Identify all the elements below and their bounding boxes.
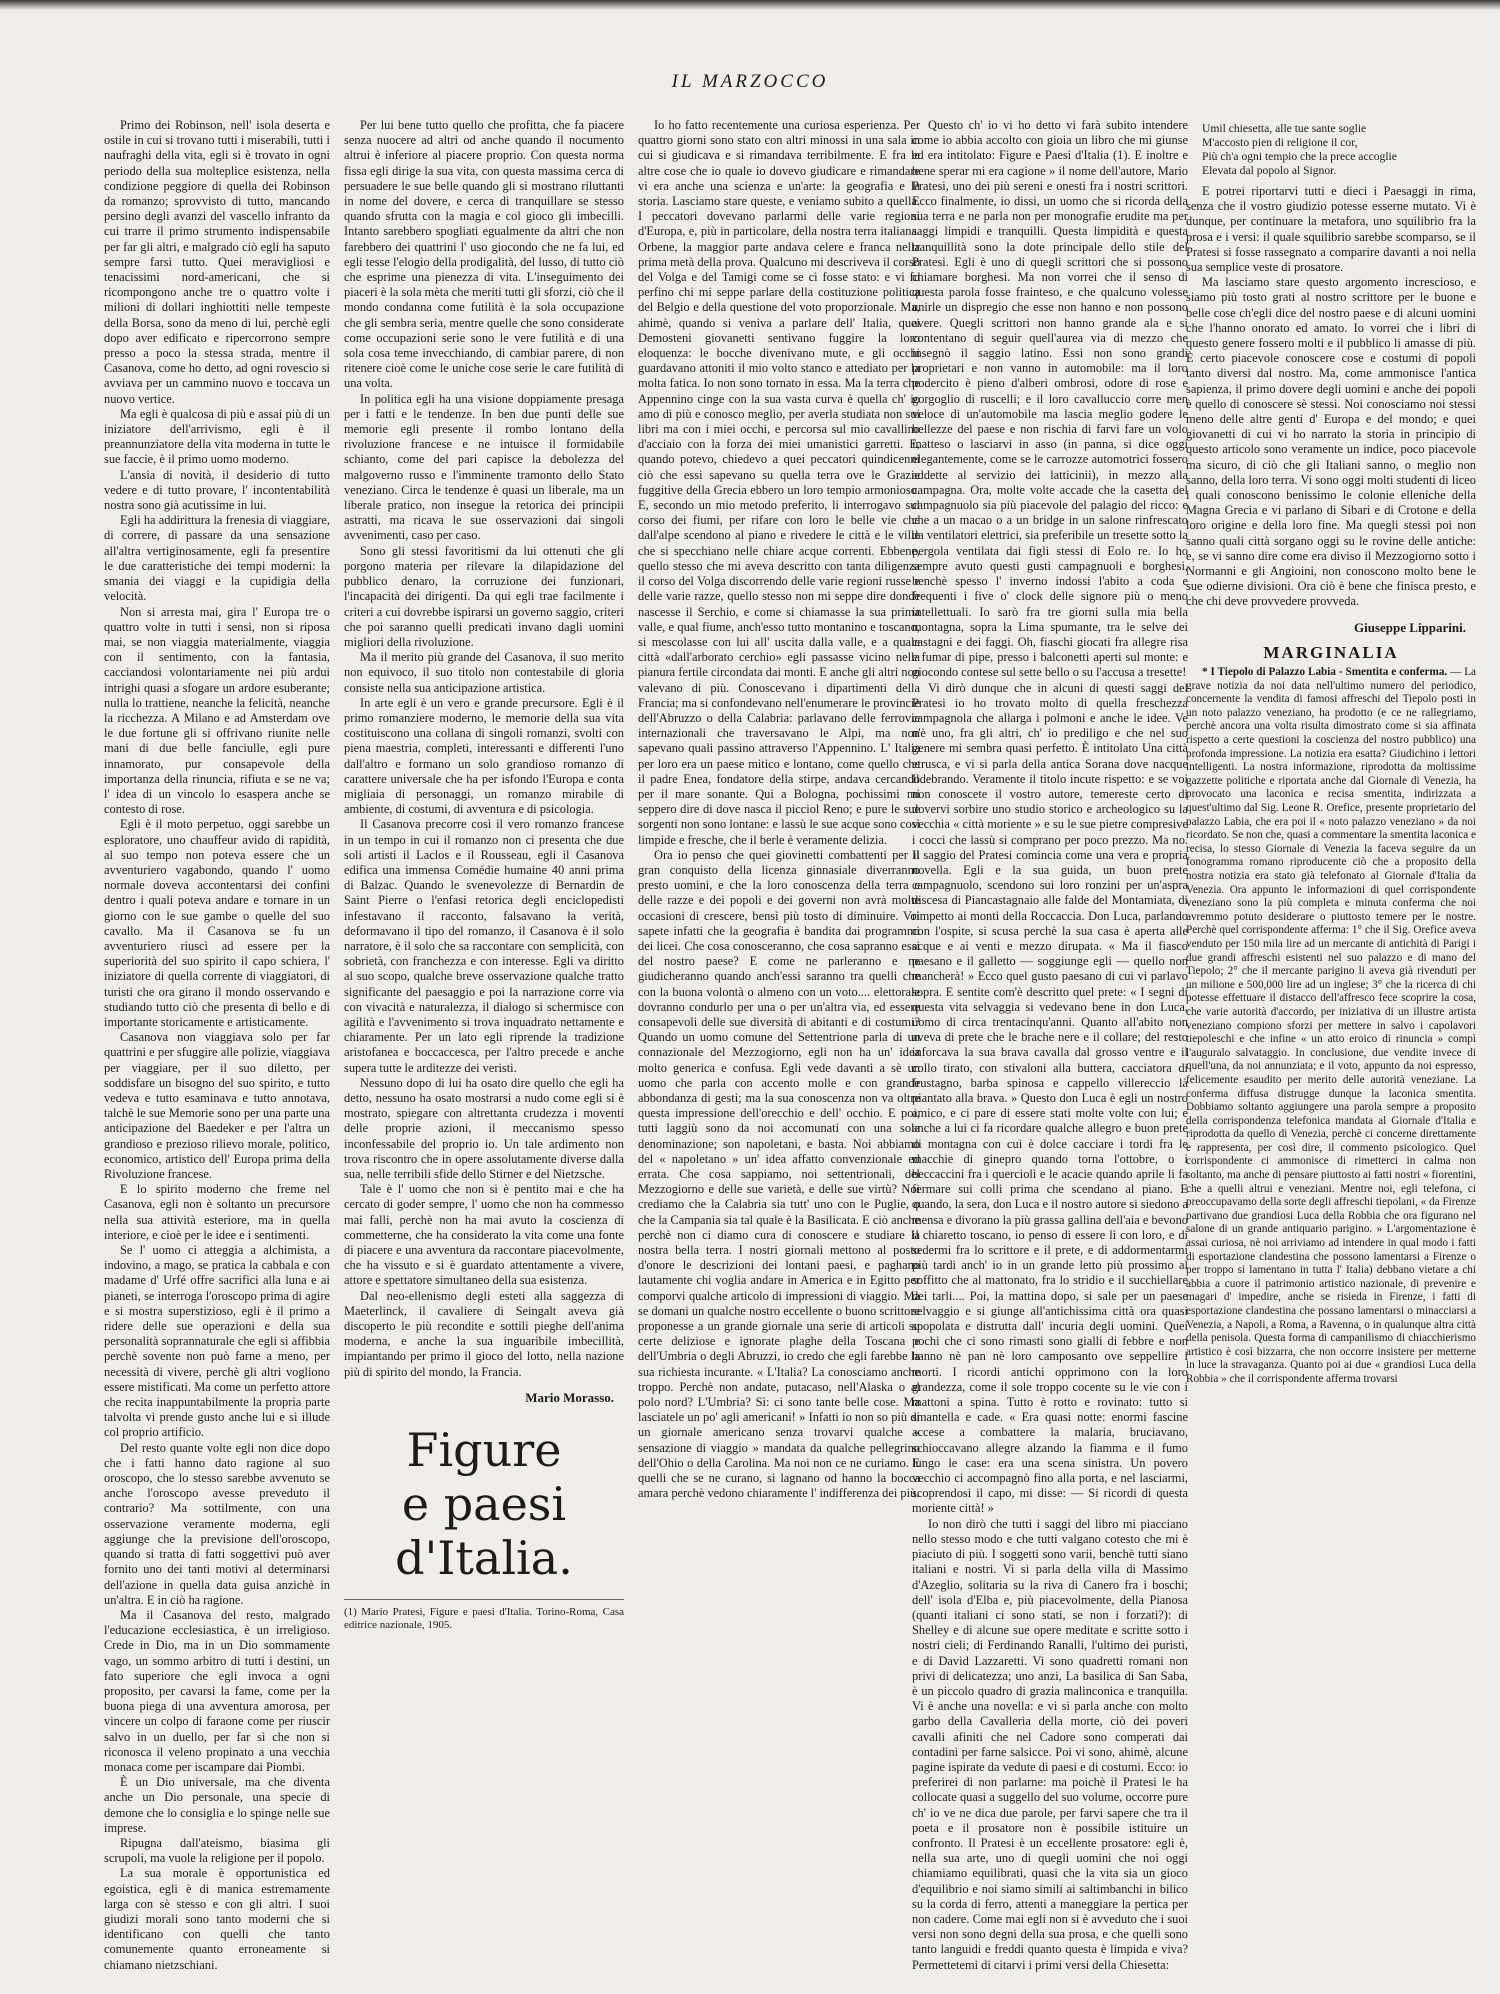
column-1: [104, 118, 330, 1978]
article2-paragraph: Io ho fatto recentemente una curiosa esperienza. Per quattro giorni sono stato con altri minossi in una sala in cui si giudicava e si rimandava terribilmente. E fra le altre cose che io quale io dovevo giudicare e rimandare vi era anche una scienza e un'arte: la geografia e la storia. Lasciamo stare queste, e veniamo subito a quella. I peccatori dovevano parlarmi delle varie regioni d'Europa, e, più in particolare, della nostra terra italiana. Orbene, la maggior parte andava celere e franca nella prima metà della prova. Qualcuno mi descriveva il corso del Volga e del Tamigi come se ci fosse stato: e vi fu perfino chi mi seppe parlare della costituzione politica del Belgio e della questione del voto proporzionale. Ma, ahimè, quando si veniva a parlare dell' Italia, quei Demosteni giovanetti sentivano fuggire la loro eloquenza: le bocche divenivano mute, e gli occhi guardavano attoniti il mio volto stanco e attediato per la molta fatica. Io non sono tornato in essa. Ma la terra che Appennino cinge con la sua vasta curva è quella ch' io amo di più e conosco meglio, per averla studiata non sui libri ma con i miei occhi, e percorsa sul mio cavallino d'acciaio con la forza dei miei umanistici garretti. E, quando potevo, chiedevo a quei peccatori quindicenni ciò che essi sapevano su quella terra ove le Grazie fuggitive della Grecia ebbero un loro tempio armonioso. E, secondo un mio metodo preferito, li interrogavo sul corso dei fiumi, per rifare con loro le belle vie che dall'alpe scendono al piano e rivedere le città e le ville che si specchiano nelle chiare acque correnti. Ebbene, quello stesso che mi aveva descritto con tanta diligenza il corso del Volga discorrendo delle varie regioni russe e delle varie razze, quello stesso non mi seppe dire donde nascesse il Serchio, e come si chiamasse la sua prima valle, e qual fiume, anch'esso tutto montanino e toscano, si mescolasse con lui all' uscita dalla valle, e a quale città «dall'arborato cerchio» egli passasse vicino nella pianura fertile circondata dai monti. E anche gli altri non valevano di più. Conoscevano i dipartimenti della Francia; ma si confondevano nell'enumerare le provincie dell'Abruzzo o della Calabria: parlavano delle ferrovie internazionali che traversavano le Alpi, ma non sapevano quali passino attraverso l'Appennino. L' Italia per loro era un paese mitico e lontano, come quello che il padre Enea, fondatore della stirpe, andava cercando per il mare sonante. Qui a Bologna, pochissimi mi seppero dire di dove nasca il picciol Reno; e pure le sue sorgenti non sono lontane: e lassù le sue acque sono così limpide e fresche, che il berle è veramente delizia.: [638, 118, 920, 847]
article1-paragraph: La sua morale è opportunistica ed egoistica, egli è di manica estremamente larga con sè stesso e con gli altri. I suoi giudizi morali sono tanto moderni che si identificano con quelli che tanto comunemente quanto erroneamente si chiamano nietzschiani.: [104, 1866, 330, 1972]
article1-paragraph: Egli ha addirittura la frenesia di viaggiare, di correre, di passare da una sensazione all'altra vertiginosamente, egli fa presentire le due caratteristiche dei tempi moderni: la smania dei viaggi e la cupidigia della velocità.: [104, 513, 330, 604]
column-4: [912, 118, 1188, 1978]
article1-paragraph: Se l' uomo ci atteggia a alchimista, a indovino, a mago, se pratica la cabbala e con madame d' Urfé offre sacrifici alla luna e ai pianeti, se interroga l'oroscopo prima di agire e si mostra superstizioso, egli è il primo a ridere delle sue operazioni e della sua personalità soprannaturale che egli si affibbia perchè sovente non può farne a meno, per necessità di vivere, perchè gli altri vogliono essere mistificati. Ma come un perfetto attore che recita inappuntabilmente la propria parte talvolta vi prende gusto anche lui e si illude col proprio artificio.: [104, 1243, 330, 1440]
article1-paragraph: Ripugna dall'ateismo, biasima gli scrupoli, ma vuole la religione per il popolo.: [104, 1835, 330, 1866]
article1-paragraph: E lo spirito moderno che freme nel Casanova, egli non è soltanto un precursore nella sua attività esteriore, ma in quella interiore, e cioè per le idee e i sentimenti.: [104, 1182, 330, 1242]
article1-paragraph: Sono gli stessi favoritismi da lui ottenuti che gli porgono materia per rilevare la dilapidazione del pubblico denaro, la corruzione dei funzionari, l'incapacità dei dirigenti. Da qui egli trae facilmente i criteri a cui dovrebbe ispirarsi un governo saggio, criteri che poi saranno quelli predicati invano dagli uomini migliori della rivoluzione.: [344, 543, 624, 649]
article1-paragraph: Dal neo-ellenismo degli esteti alla saggezza di Maeterlinck, il cavaliere di Seingalt aveva già discoperto le più recondite e sottili pieghe dell'anima moderna, e anche la sua inguaribile imbecillità, impiantando per primo il gioco del lotto, nella nazione più di spirito del mondo, la Francia.: [344, 1288, 624, 1379]
poem-line: M'accosto pien di religione il cor,: [1202, 136, 1358, 149]
poem-quote: [1202, 122, 1476, 178]
article1-paragraph: Ma il merito più grande del Casanova, il suo merito non equivoco, il suo titolo non contestabile di gloria consiste nella sua anticipazione artistica.: [344, 650, 624, 695]
column-3: [638, 118, 920, 1978]
article2-title: [344, 1423, 624, 1585]
article1-paragraph: In politica egli ha una visione doppiamente presaga per i fatti e le tendenze. In ben due punti delle sue memorie egli presente il rombo lontano della rivoluzione francese e ne intuisce il formidabile schianto, come del pari capisce la debolezza del malgoverno russo e l'imminente tramonto dello Stato veneziano. Circa le tendenze è quasi un liberale, ma un liberale pratico, non insegue la retorica dei principii astratti, ma ricava le sue osservazioni dai singoli avvenimenti, caso per caso.: [344, 391, 624, 543]
article2-paragraph: Questo ch' io vi ho detto vi farà subito intendere come io abbia accolto con gioia un libro che mi giunse ed era intitolato: Figure e Paesi d'Italia (1). E inoltre e bene sperar mi era cagione » il nome dell'autore, Mario Pratesi, uno dei più sereni e onesti fra i nostri scrittori. Ecco finalmente, io dissi, un uomo che si ricorda della sua terra e ne parla non per monografie erudite ma per saggi limpidi e tranquilli. Questa limpidità e questa tranquillità sono la dote principale dello stile del Pratesi. Egli è uno di quegli scrittori che si possono chiamare borghesi. Ma non vorrei che il senso di questa parola fosse frainteso, e che qualcuno volesse unirle un dispregio che esse non hanno e non possono avere. Quegli scrittori non hanno grande ala e si contentano di seguir quell'aurea via di mezzo che insegnò il saggio latino. Essi non sono grandi proprietari e non vanno in automobile: ma il loro podercito è pieno d'alberi ombrosi, odore di rose e gorgoglio di ruscelli; e il loro cavalluccio corre men veloce di un'automobile ma lascia meglio godere le bellezze del paese e non rischia di farvi fare un volo inatteso o lasciarvi in asso (in panna, si dice oggi elegantemente, come se le carrozze automotrici fossero addette al servizio dei latticinii), in mezzo alla campagna. Ora, molte volte accade che la casetta del campagnuolo sia più piacevole del palagio del ricco: e che a un macao o a un bridge in un salone rinfrescato da ventilatori elettrici, sia preferibile un tresette sotto la pergola ventilata dai figli stessi di Eolo re. Io ho sempre avuto questi gusti campagnuoli e borghesi, benchè spesso l' inverno indossi l'abito a coda e frequenti i five o' clock delle signore più o meno intellettuali. Io sarò fra tre giorni sulla mia bella montagna, sopra la Lima spumante, tra le selve dei castagni e dei faggi. Oh, fiaschi giocati fra allegre risa e fumar di pipe, presso i balconetti aperti sul monte: e giocondo contese sul sette bello o su l'accusa a tresette!: [912, 118, 1188, 680]
marginalia-item-title: * I Tiepolo di Palazzo Labia - Smentita e conferma.: [1202, 666, 1448, 679]
running-head: IL MARZOCCO: [671, 71, 829, 92]
article1-author: Mario Morasso.: [525, 1389, 614, 1405]
poem-line: Più ch'a ogni tempio che la prece accoglie: [1202, 150, 1397, 163]
column-5: [1186, 118, 1476, 1978]
article1-paragraph: Tale è l' uomo che non si è pentito mai e che ha cercato di goder sempre, l' uomo che non ha commesso mai falli, perchè non ha mai avuto la coscienza di commetterne, che ha considerato la vita come una fonte di piacere e una avventura da raccontare piacevolmente, che ha vissuto e si è guardato attentamente a vivere, attore e spettatore simultaneo della sua esistenza.: [344, 1182, 624, 1288]
article1-paragraph: Primo dei Robinson, nell' isola deserta e ostile in cui si trovano tutti i miserabili, tutti i naufraghi della vita, egli si è trovato in ogni periodo della sua molteplice esistenza, nella condizione peggiore di quella dei Robinson da romanzo; sprovvisto di tutto, mancando persino degli avanzi del vascello infranto da cui trarre il primo strumento indispensabile per far gli altri, e malgrado ciò egli ha saputo sempre farsi tutto. Quei meravigliosi e tenacissimi nord-americani, che si ricompongono anche tre o quattro volte i milioni di dollari inghiottiti nelle tempeste della Borsa, sono da meno di lui, perchè egli dopo aver edificato e ripercorrono sempre presso a poco la stessa strada, mentre il Casanova, come ho detto, ad ogni rovescio si avviava per un cammino nuovo e toccava un nuovo vertice.: [104, 118, 330, 406]
article1-paragraph: Nessuno dopo di lui ha osato dire quello che egli ha detto, nessuno ha osato mostrarsi a nudo come egli si è mostrato, spiegare con altrettanta crudezza i moventi delle proprie azioni, il meccanismo spesso inconfessabile del proprio io. Un tale ardimento non trova riscontro che in opere assolutamente diverse dalla sua, nelle terribili sfide dello Stirner e del Nietzsche.: [344, 1075, 624, 1182]
article1-paragraph: Il Casanova precorre così il vero romanzo francese in un tempo in cui il romanzo non ci presenta che due soli artisti il Laclos e il Rousseau, egli il Casanova edifica una immensa Comédie humaine 40 anni prima di Balzac. Quando le svenevolezze di Bernardin de Saint Pierre o l'enfasi retorica degli enciclopedisti infestavano il racconto, falsavano la verità, deformavano il tipo del romanzo, il Casanova è il solo narratore, è il solo che sa raccontare con semplicità, con sobrietà, con franchezza e con interesse. Egli va diritto al suo scopo, qualche breve osservazione qualche tratto significante del paesaggio e poi la narrazione corre via con vivacità e naturalezza, il dialogo si schermisce con agilità e l'avvenimento si trova inquadrato nettamente e chiaramente. Per un lato egli riprende la tradizione aristofanea e boccaccesca, per l'altro precede e anche supera tutte le arditezze dei veristi.: [344, 817, 624, 1075]
poem-line: Elevata dal popolo al Signor.: [1202, 164, 1337, 177]
article2-paragraph: Ma lasciamo stare questo argomento increscioso, e siamo più tosto grati al nostro scrittore per le buone e belle cose ch'egli dice del nostro paese e di alcuni uomini che l'hanno onorato ed amato. Io vorrei che i libri di questo genere fossero molti e il pubblico li amasse di più. È certo piacevole conoscere cose e costumi di popoli tanto diversi dal nostro. Ma, come ammonisce l'antica sapienza, il primo dovere degli uomini e anche dei popoli è quello di conoscere sè stessi. Noi conosciamo noi stessi meno delle altre genti d' Europa e del mondo; e quei giovanetti di cui vi ho narrato la storia in principio di questo articolo sono veramente un indice, poco piacevole ma sicuro, di ciò che gli Italiani sanno, o meglio non sanno, della loro terra. Vi sono oggi molti studenti di liceo i quali conoscono benissimo le colonie elleniche della Magna Grecia e vi parlano di Sibari e di Crotone e della loro origine e della loro fine. Ma quegli stessi poi non sanno quali città sorgano oggi su le rovine delle antiche: e, se vi sanno dire come era diviso il Mezzogiorno sotto i Normanni e gli Angioini, non conoscono molto bene le sue odierne divisioni. Ora ciò è bene che finisca presto, e che chi deve provvedere provveda.: [1186, 275, 1476, 609]
article1-paragraph: Per lui bene tutto quello che profitta, che fa piacere senza nuocere ad altri od anche quando il nocumento altrui è inferiore al piacere proprio. Con questa norma fissa egli dirige la sua vita, con questa massima cerca di persuadere le sue belle quando gli si mostrano riluttanti in nome del dovere, e cerca di tranquillare se stesso quando sfrutta con la magia e col gioco gli imbecilli. Intanto sarebbero spogliati egualmente da altri che non farebbero dei quattrini l' uso giocondo che ne fa lui, ed egli tesse l'elogio della prodigalità, del lusso, di tutto ciò che esprime una pienezza di vita. L'inseguimento dei piaceri è la sola mèta che meriti tutti gli sforzi, ciò che il mondo condanna come futilità è la sola occupazione che gli sembra seria, mentre quelle che sono considerate come occupazioni serie sono le vere futilità e di una sola cosa teme invecchiando, di cambiar parere, di non ritenere cioè come le uniche cose serie le care futilità di una volta.: [344, 118, 624, 391]
article2-title-line2: e paesi d'Italia.: [395, 1477, 573, 1586]
marginalia-paragraph: [1186, 666, 1476, 1386]
article1-paragraph: In arte egli è un vero e grande precursore. Egli è il primo romanziere moderno, le memorie della sua vita costituiscono una collana di singoli romanzi, svolti con piena maestria, completi, interessanti e differenti l'uno dall'altro e formano un solo grandioso romanzo di carattere universale che ha per isfondo l'Europa e conta migliaia di personaggi, un romanzo mirabile di ambiente, di costumi, di avventura e di psicologia.: [344, 695, 624, 817]
footnote: (1) Mario Pratesi, Figure e paesi d'Italia. Torino-Roma, Casa editrice nazionale, 1905.: [344, 1599, 624, 1632]
article1-paragraph: Casanova non viaggiava solo per far quattrini e per sfuggire alle polizie, viaggiava per viaggiare, per il suo diletto, per soddisfare un bisogno del suo spirito, e tutto vedeva e tutto esaminava e tutto annotava, talchè le sue Memorie sono per una parte una anticipazione del Baedeker e per l'altra un grandioso e prezioso rilievo morale, politico, economico, artistico dell' Europa prima della Rivoluzione francese.: [104, 1030, 330, 1182]
article1-paragraph: Ma egli è qualcosa di più e assai più di un iniziatore dell'arrivismo, egli è il preannunziatore della vita moderna in tutte le sue faccie, è il primo uomo moderno.: [104, 406, 330, 467]
article2-paragraph: Ora io penso che quei giovinetti combattenti per il gran conquisto della licenza ginnasiale diverranno presto uomini, e che la loro conoscenza della terra e delle razze e dei popoli e dei governi non avrà molte occasioni di crescere, bensì più tosto di diminuire. Voi sapete infatti che la geografia è bandita dai programmi dei licei. Che cosa conosceranno, che cosa sapranno essi del nostro paese? E come ne parleranno e ne giudicheranno quando anch'essi saranno tra quelli che con la buona volontà o almeno con un voto.... elettorale dovranno condurlo per una o per un'altra via, ed essere consapevoli delle sue diversità di abitanti e di costumi? Quando un uomo comune del Settentrione parla di un connazionale del Mezzogiorno, egli non ha un' idea molto generica e confusa. Egli vede davanti a sè un uomo che parla con accento molle e con grande abbondanza di gesti; ma la sua conoscenza non va oltre questa impressione dell'orecchio e dell' occhio. E poi, tutti laggiù sono da noi accomunati con una sola denominazione; son napoletani, e basta. Noi abbiamo del « napoletano » un' idea affatto convenzionale ed errata. Che cosa sappiamo, noi settentrionali, del Mezzogiorno e delle sue varietà, e delle sue virtù? Noi crediamo che la Calabria sia tutt' uno con le Puglie, o che la Campania sia tal quale è la Basilicata. E ciò anche perchè non ci diamo cura di conoscere e studiare la nostra bella terra. I nostri giornali mettono al posto d'onore le descrizioni dei lontani paesi, e paghano lautamente chi voglia andare in America e in Egitto per comporvi qualche articolo di impressioni di viaggio. Ma se domani un qualche nostro eccellente o buono scrittore proponesse a un grande giornale una serie di articoli su certe deliziose e ignorate plaghe della Toscana e dell'Umbria o degli Abruzzi, io credo che egli farebbe la sua richiesta incurante. « L'Italia? La conosciamo anche troppo. Perchè non andate, putacaso, nell'Alaska o al polo nord? L'Umbria? Sì: ci sono tante belle cose. Ma lasciatele un po' agli americani! » Infatti io non so più di un giornale americano senza trovarvi qualche « sensazione di viaggio » mandata da qualche pellegrino dell'Ohio o della Carolina. Ma noi non ce ne curiamo. E quelli che se ne curano, si lagnano od hanno la bocca amara perchè vedono chiaramente l' indifferenza dei più.: [638, 847, 920, 1501]
article1-paragraph: Egli è il moto perpetuo, oggi sarebbe un esploratore, uno chauffeur avido di rapidità, al suo tempo non poteva essere che un avventuriero vagabondo, quando l' uomo normale doveva accontentarsi dei confini dentro i quali poteva andare e tornare in un giorno con le sue gambe o quelle del suo cavallo. Ma il Casanova se fu un avventuriero riuscì ad essere per la superiorità del suo spirito il capo schiera, l' iniziatore di quella corrente di viaggiatori, di turisti che ora girano il mondo osservando e studiando tutto ciò che presenta di bello e di importante storicamente e artisticamente.: [104, 817, 330, 1029]
marginalia-heading: MARGINALIA: [1263, 642, 1399, 662]
article2-paragraph: Io non dirò che tutti i saggi del libro mi piacciano nello stesso modo e che tutti valgano cotesto che mi è piaciuto di più. I soggetti sono varii, benchè tutti siano italiani e nostri. Vi si parla della villa di Massimo d'Azeglio, solitaria su la riva di Canero fra i boschi; dell' isola d'Elba e, più piacevolmente, della Pianosa (quanti italiani ci sono stati, se non i forzati?): di Shelley e di alcune sue opere meditate e scritte sotto i nostri cieli; di Ferdinando Ranalli, l'ultimo dei puristi, e di David Lazzaretti. Vi sono quadretti romani non privi di delicatezza; uno anzi, La basilica di San Saba, è un piccolo quadro di grazia malinconica e tranquilla. Vi è anche una novella: e vi si parla anche con molto garbo della Cavalleria della morte, ciò dei poveri cavalli afiniti che nel Cadore sono comperati dai contadini per farne salsicce. Poi vi sono, ahimè, alcune pagine ispirate da vedute di paesi e di costumi. Ecco: io preferirei di non parlarne: ma poichè il Pratesi le ha collocate quasi a suggello del suo volume, occorre pure ch' io ve ne dica due parole, per farvi sapere che tra il poeta e il prosatore non è possibile istituire un confronto. Il Pratesi è un eccellente prosatore: egli è, nella sua arte, uno di quegli uomini che noi oggi chiamiamo equilibrati, quasi che la vita sia un gioco d'equilibrio e noi siamo simili ai saltimbanchi in bilico su la corda di ferro, attenti a maneggiare la pertica per non cadere. Come mai egli non si è avveduto che i suoi versi non sono degni della sua prosa, e che quelli sono tanto languidi e freddi quanto questa è limpida e viva? Permettetemi di citarvi i primi versi della Chiesetta:: [912, 1516, 1188, 1972]
article2-author: Giuseppe Lipparini.: [1354, 619, 1466, 635]
column-2: [344, 118, 624, 1978]
article2-paragraph: Vi dirò dunque che in alcuni di questi saggi del Pratesi io ho trovato molto di quella freschezza campagnola che allarga i polmoni e anche le idee. Ve n'è uno, fra gli altri, ch' io prediligo e che nel suo genere mi sembra quasi perfetto. È intitolato Una città etrusca, e vi si parla della antica Sorana dove nacque Ildebrando. Veramente il titolo incute rispetto: e se voi non conoscete il vostro autore, temereste certo di dovervi sorbire uno studio storico e archeologico su la vecchia « città moriente » e su le sue pietre compresive i cocci che lassù si comprano per poco prezzo. Ma no. Il saggio del Pratesi comincia come una vera e propria novella. Egli e la sua guida, un buon prete campagnuolo, scendono sui loro ronzini per un'aspra discesa di Piancastagnaio alle falde del Montamiata, di rimpetto ai monti della Roccaccia. Don Luca, parlando con l'ospite, si scusa perchè la sua casa è aperta alle acque e ai venti e mezzo dirupata. « Ma il fiasco paesano e il galletto — soggiunge egli — quello non mancherà! » Ecco quel gusto paesano di cui vi parlavo sopra. E sentite com'è descritto quel prete: « I segni di questa vita selvaggia si vedevano bene in don Luca, uomo di circa trentacinqu'anni. Quanto all'abito non aveva di prete che le brache nere e il collare; del resto inforcava la sua brava cavalla dal grosso ventre e il collo tirato, con stivaloni alla buttera, cacciatora di frustagno, barba spinosa e cappello villereccio là piantato alla brava. » Questo don Luca è egli un nostro amico, e ci pare di essere stati molte volte con lui; e anche a lui ci fa ricordare qualche allegro e buon prete di montagna con cui è dolce cacciare i tordi fra le macchie di ginepro quando torna l'ottobre, o i beccaccini fra i querciolì e le acacie quando aprile li fa fermare sui colli prima che scendano al piano. E quando, la sera, don Luca e il nostro autore si siedono a mensa e divorano la più grassa gallina dell'aia e bevono il chiaretto toscano, io penso di essere lì con loro, e di sedermi fra lo scrittore e il prete, e di addormentarmi più tardi anch' io in un grande letto più prossimo al soffitto che al mattonato, fra lo stridio e il succhiellare dei tarli.... Poi, la mattina dopo, si sale per un paese selvaggio e si giunge all'antichissima città ora quasi spopolata e distrutta dall' incuria degli uomini. Quei pochi che ci sono rimasti sono gialli di febbre e non hanno nè pan nè loro camposanto ove seppellire i morti. I ricordi antichi opprimono con la loro grandezza, come il sole troppo cocente su le vie con i mattoni a spina. Tutto è rotto e rovinato: tutto si smantella e cade. « Era quasi notte: enormi fascine accese a combattere la malaria, bruciavano, schioccavano allegre alzando la fiamma e il fumo lungo le case: era una scena sinistra. Un povero vecchio ci accompagnò fino alla porta, e nel lasciarmi, scoprendosi il capo, mi disse: — Si ricordi di questa moriente città! »: [912, 680, 1188, 1516]
poem-line: Umil chiesetta, alle tue sante soglie: [1202, 122, 1367, 135]
article1-paragraph: L'ansia di novità, il desiderio di tutto vedere e di tutto provare, l' incontentabilità nostra sono già acutissime in lui.: [104, 467, 330, 513]
marginalia-item-text: — La grave notizia da noi data nell'ultimo numero del periodico, concernente la vendita di famosi affreschi del Tiepolo posti in un noto palazzo veneziano, ha prodotto (e ce ne rallegriamo, perchè ancora una volta risulta dimostrato come si sia affinata rispetto a certe questioni la coscienza del nostro pubblico) una profonda impressione. La notizia era esatta? Giudichino i lettori intelligenti. La nostra informazione, riprodotta da moltissime gazzette politiche e riportata anche dal Giornale di Venezia, ha provocato una laconica e recisa smentita, indirizzata a quest'ultimo dal Sig. Leone R. Orefice, presente proprietario del palazzo Labia, che era poi il « noto palazzo veneziano » da noi ricordato. Se non che, quasi a commentare la smentita laconica e recisa, lo stesso Giornale di Venezia la faceva seguire da un fonogramma romano riproducente ciò che a proposito della nostra notizia era stato già telefonato al Giornale d'Italia da Venezia. Ora appunto le informazioni di quel corrispondente veneziano sono la più completa e minuta conferma che noi avremmo potuto desiderare o piuttosto temere per le nostre. Perchè quel corrispondente afferma: 1° che il Sig. Orefice aveva venduto per 150 mila lire ad un mercante di antichità di Parigi i due grandi affreschi esistenti nel suo palazzo e di mano del Tiepolo; 2° che il mercante parigino li aveva già rivenduti per un milione e 500,000 lire ad un inglese; 3° che la ricerca di chi potesse effettuare il distacco dell'affresco fece scoprire la cosa, che varie autorità d'accordo, per iniziativa di un illustre artista veneziano compiono sforzi per mettere in salvo i capolavori tiepoleschi e che infine « un atto eroico di rinuncia » compì l'auguralo salvataggio. In conclusione, due vendite invece di quell'una, da noi annunziata; e il voto, appunto da noi espresso, felicemente esaudito per merito delle autorità veneziane. La conferma diffusa distrugge dunque la laconica smentita. Dobbiamo soltanto aggiungere una parola sempre a proposito della corrispondenza telefonica mandata al Giornale d'Italia e riprodotta da quello di Venezia, perchè ci concerne direttamente e rappresenta, per così dire, il commento psicologico. Quel corrispondente ci ammonisce di rimetterci in calma non soltanto, ma anche di pensare piuttosto ai fatti nostri « fiorentini, che a quelli altrui e veneziani. Mentre noi, egli telefona, ci preoccupavamo della sorte degli affreschi tiepolani, « da Firenze partivano due grandiosi Luca della Robbia che ora figurano nel salone di un grande antiquario parigino. » L'argomentazione è assai curiosa, nè noi arriviamo ad intendere in qual modo i fatti di esportazione clandestina che possono lamentarsi a Firenze o per troppo si lamentano in tutta l' Italia) debbano vietare a chi abbia a cuore il patrimonio artistico nazionale, di prevenire e magari d' impedire, anche se risieda in Firenze, i fatti di esportazione clandestina che possano lamentarsi o minacciarsi a Venezia, a Napoli, a Roma, a Ravenna, o in qualunque altra città della penisola. Questa forma di campanilismo di chiacchierismo artistico è così bizzarra, che non occorre insistere per metterne in luce la stravaganza. Quanto poi ai due « grandiosi Luca della Robbia » che il corrispondente afferma trovarsi: [1186, 666, 1476, 1385]
article1-paragraph: Del resto quante volte egli non dice dopo che i fatti hanno dato ragione al suo oroscopo, che lo stesso sarebbe avvenuto se anche l'oroscopo avesse preveduto il contrario? Ma sottilmente, con una osservazione veramente moderna, egli aggiunge che la previsione dell'oroscopo, quando si tratta di fatti soggettivi può aver fornito uno dei tanti motivi al determinarsi dell'azione in quella data guisa anzichè in un'altra. E in ciò ha ragione.: [104, 1440, 330, 1607]
article1-paragraph: È un Dio universale, ma che diventa anche un Dio personale, una specie di demone che lo consiglia e lo spinge nelle sue imprese.: [104, 1775, 330, 1835]
article2-paragraph: E potrei riportarvi tutti e dieci i Paesaggi in rima, senza che il vostro giudizio potesse esserne mutato. Vi è dunque, per continuare la metafora, uno squilibrio fra la prosa e i versi: il quale squilibrio sarebbe scomparso, se il Pratesi si fosse rassegnato a comparire davanti a noi nella sua semplice veste di prosatore.: [1186, 184, 1476, 275]
article1-paragraph: Non si arresta mai, gira l' Europa tre o quattro volte in tutti i sensi, non si riposa mai, se non viaggia materialmente, viaggia con il sentimento, con la fantasia, cacciandosi volontariamente nei più ardui intrighi quasi a sfogare un ardore esuberante; nulla lo trattiene, neanche la felicità, neanche la ricchezza. A Milano e ad Amsterdam ove le due fortune gli si offrivano riunite nelle mani di due belle fanciulle, egli pure innamorato, pur consapevole della importanza della rinuncia, rifiuta e se ne va; l' idea di un vincolo lo esaspera anche se contesto di rose.: [104, 604, 330, 817]
article2-title-line1: Figure: [406, 1423, 562, 1478]
article1-paragraph: Ma il Casanova del resto, malgrado l'educazione ecclesiastica, è un irreligioso. Crede in Dio, ma in un Dio sommamente vago, un sommo arbitro di tutti i destini, un fato superiore che egli invoca a ogni proposito, per cavarsi la fame, come per la buona piega di una avventura amorosa, per vincere un colpo di faraone come per riuscir salvo in un duello, per far sì che non si riconosca il veleno propinato a una vecchia monaca come per iscampare dai Piombi.: [104, 1607, 330, 1774]
